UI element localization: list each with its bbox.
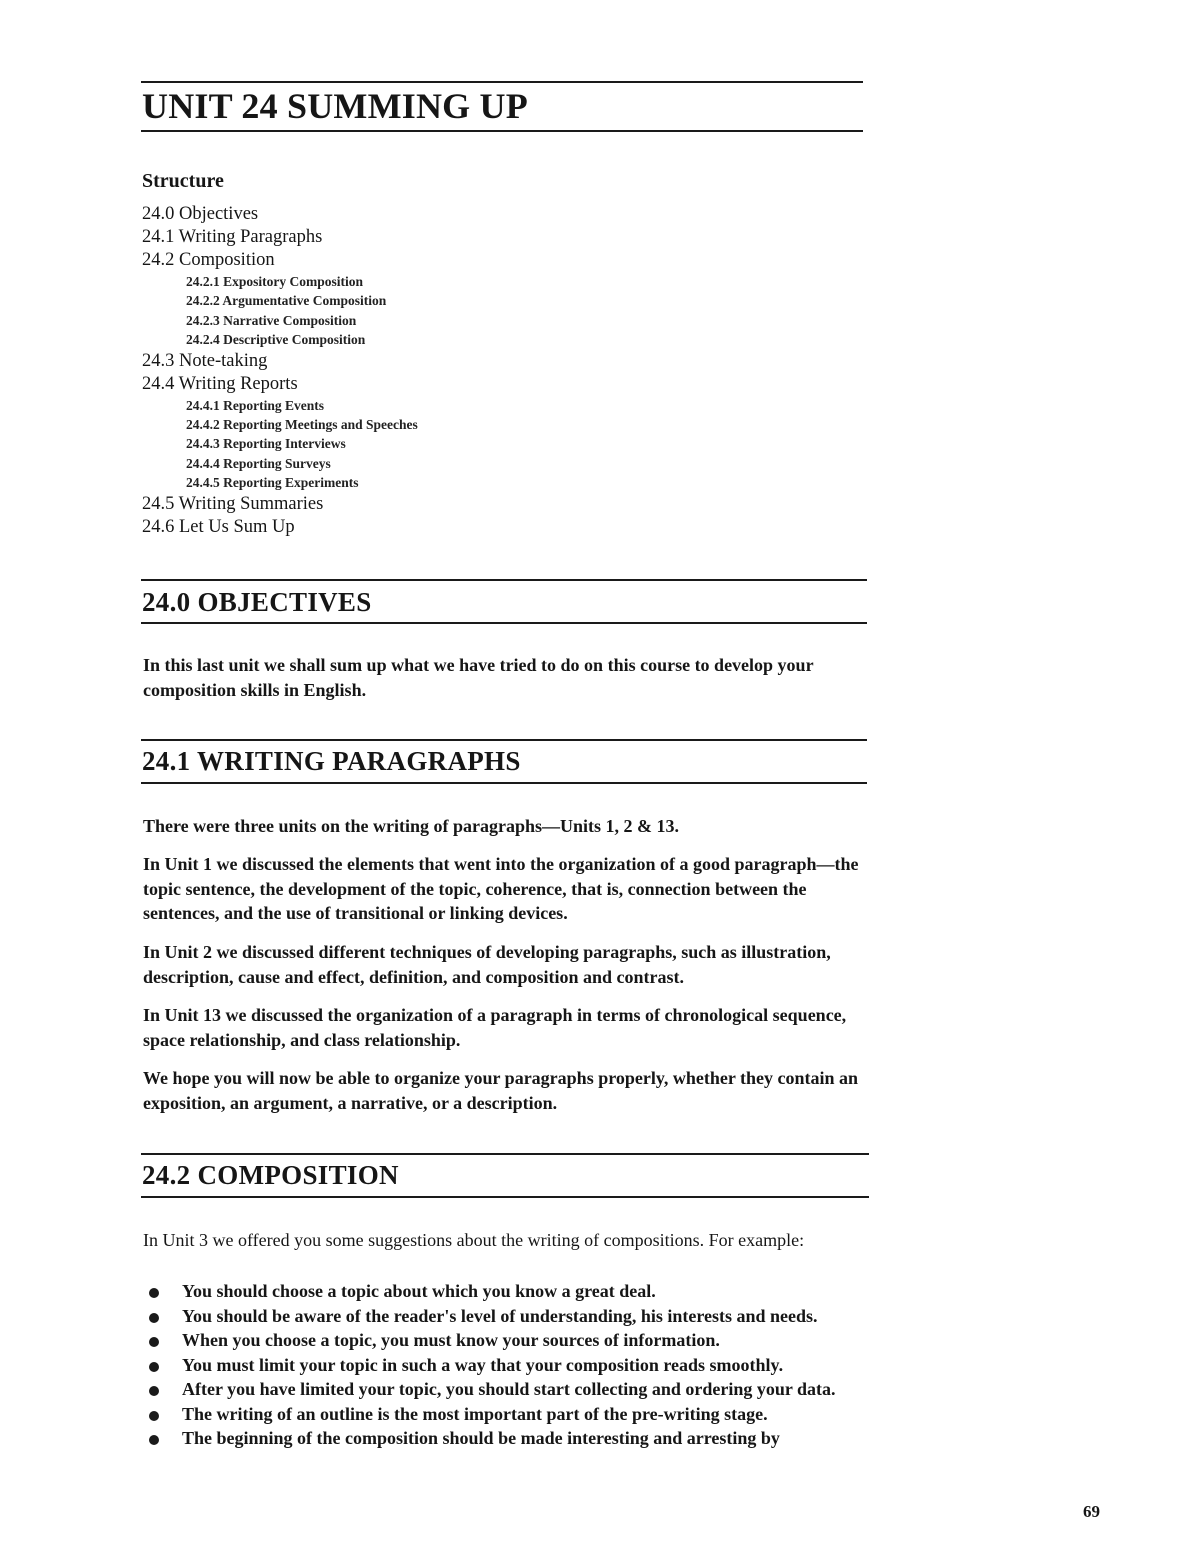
- bullet-icon: [149, 1411, 159, 1421]
- list-item: [143, 1377, 863, 1402]
- list-item-text: After you have limited your topic, you should start collecting and ordering your data.: [182, 1379, 836, 1399]
- toc-subitem: 24.4.2 Reporting Meetings and Speeches: [186, 416, 418, 432]
- paragraph: In Unit 13 we discussed the organization of a paragraph in terms of chronological sequence, space relationship, and class relationship.: [143, 1005, 847, 1050]
- bullet-icon: [149, 1313, 159, 1323]
- toc-subitem: 24.4.4 Reporting Surveys: [186, 455, 331, 471]
- section-rule-top: [141, 1153, 869, 1155]
- list-item: [143, 1279, 863, 1304]
- toc-item: 24.3 Note-taking: [142, 350, 268, 371]
- objectives-heading: 24.0 OBJECTIVES: [142, 587, 372, 617]
- structure-list: [142, 203, 642, 539]
- bullet-icon: [149, 1288, 159, 1298]
- toc-item: 24.4 Writing Reports: [142, 373, 298, 394]
- structure-heading: Structure: [142, 170, 224, 192]
- paragraph: We hope you will now be able to organize your paragraphs properly, whether they contain an exposition, an argument, a narrative, or a description.: [143, 1068, 859, 1113]
- list-item-text: When you choose a topic, you must know your sources of information.: [182, 1330, 720, 1350]
- toc-item: 24.6 Let Us Sum Up: [142, 516, 295, 537]
- bullet-icon: [149, 1386, 159, 1396]
- page-number: 69: [1083, 1502, 1100, 1521]
- list-item: [143, 1353, 863, 1378]
- toc-subitem: 24.2.3 Narrative Composition: [186, 312, 357, 328]
- list-item: [143, 1304, 863, 1329]
- objectives-text: In this last unit we shall sum up what we have tried to do on this course to develop your composition skills in English.: [143, 655, 814, 700]
- toc-subitem: 24.4.1 Reporting Events: [186, 397, 324, 413]
- toc-subitem: 24.4.5 Reporting Experiments: [186, 475, 359, 491]
- toc-subitem: 24.4.3 Reporting Interviews: [186, 436, 346, 452]
- section-rule-top: [141, 739, 867, 741]
- toc-subitem: 24.2.4 Descriptive Composition: [186, 332, 366, 348]
- toc-item: 24.0 Objectives: [142, 204, 259, 224]
- list-item: [143, 1426, 863, 1451]
- paragraph: In Unit 1 we discussed the elements that went into the organization of a good paragraph—the topic sentence, the development of the topic, coherence, that is, connection between the sentences, and the use of transitional or linking devices.: [143, 854, 859, 923]
- toc-item: 24.5 Writing Summaries: [142, 493, 324, 514]
- list-item: [143, 1328, 863, 1353]
- composition-intro: In Unit 3 we offered you some suggestions about the writing of compositions. For example:: [143, 1230, 805, 1250]
- list-item-text: You should choose a topic about which you know a great deal.: [182, 1281, 656, 1301]
- title-underline-rule: [141, 130, 863, 132]
- composition-bullet-list: [143, 1279, 863, 1451]
- top-rule: [141, 81, 863, 83]
- paragraph: In Unit 2 we discussed different techniques of developing paragraphs, such as illustration, description, cause and effect, definition, and composition and contrast.: [143, 942, 831, 987]
- section-rule-bottom: [141, 622, 867, 624]
- section-rule-bottom: [141, 1196, 869, 1198]
- toc-item: 24.2 Composition: [142, 250, 275, 270]
- list-item-text: The writing of an outline is the most important part of the pre-writing stage.: [182, 1403, 768, 1424]
- section-rule-top: [141, 579, 867, 581]
- bullet-icon: [149, 1337, 159, 1347]
- list-item-text: You must limit your topic in such a way that your composition reads smoothly.: [182, 1354, 784, 1375]
- writing-paragraphs-heading: 24.1 WRITING PARAGRAPHS: [142, 746, 521, 776]
- toc-subitem: 24.2.1 Expository Composition: [186, 274, 364, 289]
- section-rule-bottom: [141, 782, 867, 784]
- list-item-text: You should be aware of the reader's level of understanding, his interests and needs.: [182, 1305, 818, 1326]
- unit-title: UNIT 24 SUMMING UP: [142, 86, 528, 126]
- toc-item: 24.1 Writing Paragraphs: [142, 227, 323, 247]
- composition-heading: 24.2 COMPOSITION: [142, 1160, 399, 1190]
- list-item: [143, 1402, 863, 1427]
- bullet-icon: [149, 1435, 159, 1445]
- bullet-icon: [149, 1362, 159, 1372]
- paragraph: There were three units on the writing of paragraphs—Units 1, 2 & 13.: [143, 816, 679, 836]
- toc-subitem: 24.2.2 Argumentative Composition: [186, 293, 387, 309]
- list-item-text: The beginning of the composition should be made interesting and arresting by: [182, 1428, 780, 1448]
